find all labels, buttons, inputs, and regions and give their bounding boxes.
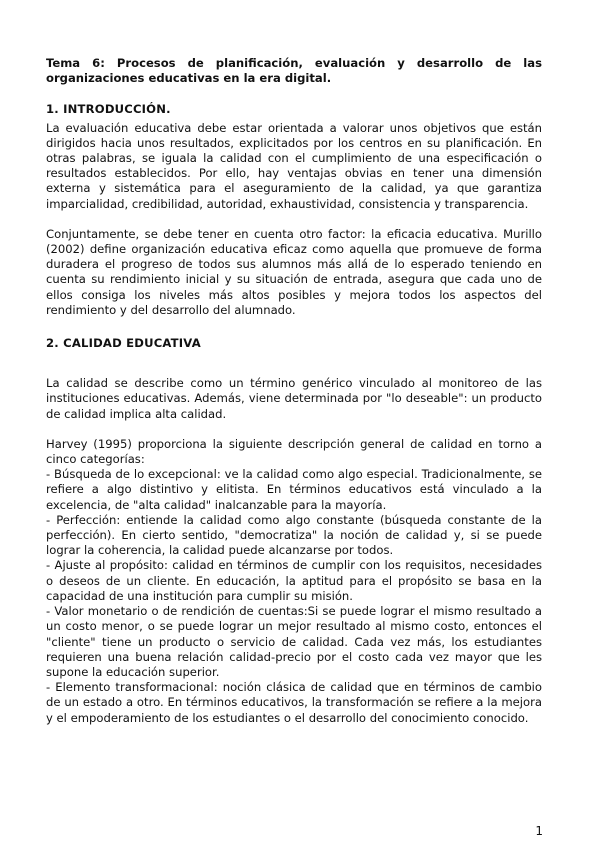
list-item-valor-monetario: - Valor monetario o de rendición de cuentas:Si se puede lograr el mismo resultado a un costo menor, o se puede lograr un mejor resultado al mismo costo, entonces el "cliente" tiene un producto o servicio de calidad. Cada vez más, los estudiantes requieren una buena relación calidad-precio por el costo cada vez mayor que les supone la educación superior.: [46, 604, 542, 679]
heading-gap: [46, 354, 542, 376]
paragraph-evaluacion: La evaluación educativa debe estar orientada a valorar unos objetivos que están dirigidos hacia unos resultados, explicitados por los centros en su planificación. En otras palabras, se iguala la calidad con el cumplimiento de una especificación o resultados establecidos. Por ello, hay ventajas obvias en tener una dimensión externa y sistemática para el aseguramiento de la calidad, ya que garantiza imparcialidad, credibilidad, autoridad, exhaustividad, consistencia y transparencia.: [46, 120, 542, 211]
paragraph-gap: [46, 422, 542, 437]
document-page: [46, 56, 542, 726]
paragraph-calidad-definicion: La calidad se describe como un término genérico vinculado al monitoreo de las instituciones educativas. Además, viene determinada por "lo deseable": un producto de calidad implica alta calidad.: [46, 376, 542, 421]
section-gap: [46, 318, 542, 336]
list-item-ajuste: - Ajuste al propósito: calidad en términos de cumplir con los requisitos, necesidades o deseos de un cliente. En educación, la aptitud para el propósito se basa en la capacidad de una institución para cumplir su misión.: [46, 558, 542, 603]
section-heading-introduccion: 1. INTRODUCCIÓN.: [46, 102, 171, 117]
section-introduccion: [46, 102, 542, 318]
list-item-transformacional: - Elemento transformacional: noción clásica de calidad que en términos de cambio de un estado a otro. En términos educativos, la transformación se refiere a la mejora y el empoderamiento de los estudiantes o el desarrollo del conocimiento conocido.: [46, 680, 542, 725]
paragraph-harvey: Harvey (1995) proporciona la siguiente descripción general de calidad en torno a cinco categorías:: [46, 436, 542, 467]
paragraph-gap: [46, 212, 542, 227]
page-number: 1: [535, 824, 543, 838]
list-item-excepcional: - Búsqueda de lo excepcional: ve la calidad como algo especial. Tradicionalmente, se refiere a algo distintivo y elitista. En términos educativos está vinculado a la excelencia, de "alta calidad" inalcanzable para la mayoría.: [46, 467, 542, 512]
list-item-perfeccion: - Perfección: entiende la calidad como algo constante (búsqueda constante de la perfección). En cierto sentido, "democratiza" la noción de calidad y, si se puede lograr la coherencia, la calidad puede alcanzarse por todos.: [46, 512, 542, 558]
section-calidad-educativa: [46, 336, 542, 726]
paragraph-eficacia: Conjuntamente, se debe tener en cuenta otro factor: la eficacia educativa. Murillo (2002) define organización educativa eficaz como aquella que promueve de forma duradera el progreso de todos sus alumnos más allá de lo esperado teniendo en cuenta su rendimiento inicial y su situación de entrada, asegura que cada uno de ellos consiga los niveles más altos posibles y mejora todos los aspectos del rendimiento y del desarrollo del alumnado.: [46, 226, 542, 317]
document-title: Tema 6: Procesos de planificación, evaluación y desarrollo de las organizaciones educativas en la era digital.: [46, 56, 542, 86]
section-heading-calidad: 2. CALIDAD EDUCATIVA: [46, 336, 201, 351]
